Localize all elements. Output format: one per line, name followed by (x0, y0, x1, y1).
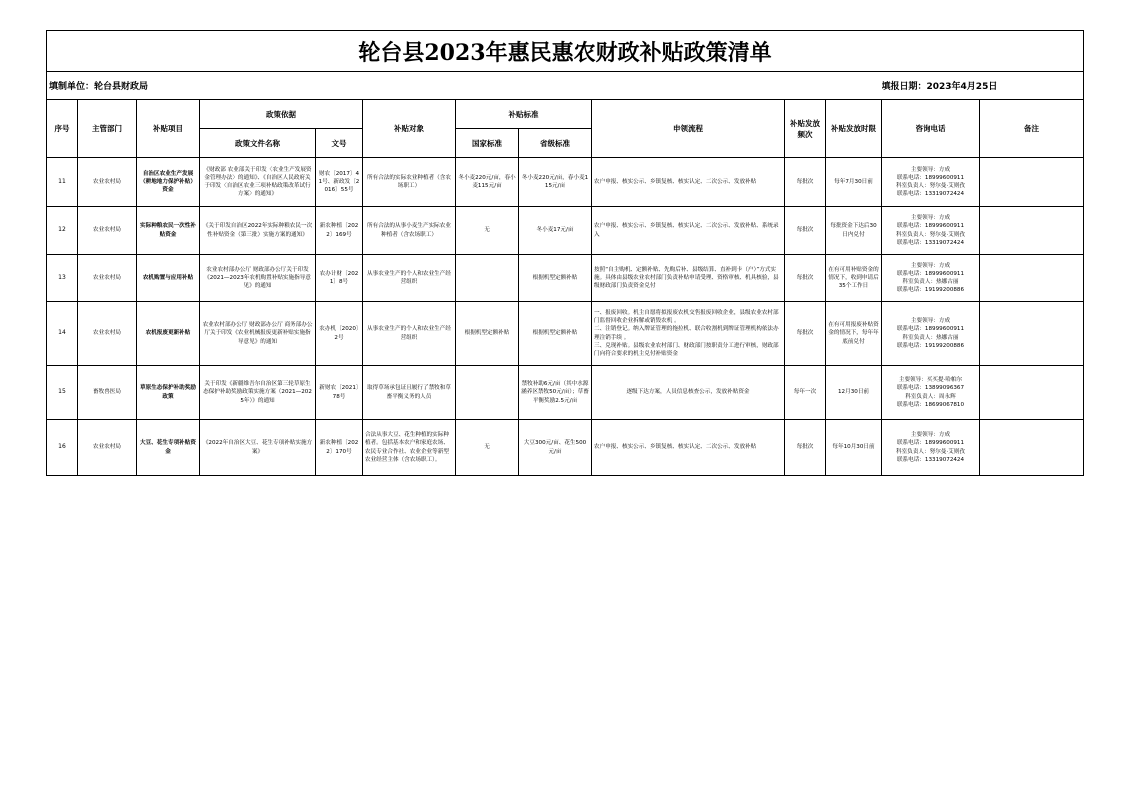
row-phone (882, 158, 980, 207)
phone-line: 科室负责人：努尔曼·艾则孜 (896, 448, 965, 455)
row-docnum: 农办机〔2020〕2号 (316, 302, 363, 366)
row-frequency: 每批次 (785, 255, 826, 302)
table-row (47, 366, 1084, 420)
row-std-provincial: 根据机型定额补贴 (519, 302, 592, 366)
row-process: 农户申报、核实公示、乡镇复核、核实认定、二次公示、发放补贴、系统录入 (592, 207, 785, 255)
row-std-provincial: 禁牧补助6元/亩（其中水源涵养区禁牧50元/亩）；草畜平衡奖励2.5元/亩 (519, 366, 592, 420)
row-note (980, 366, 1084, 420)
meta-spacer (456, 72, 882, 100)
phone-line: 科室负责人：周永辉 (905, 393, 956, 400)
row-std-provincial: 冬小麦220元/亩，春小麦115元/亩 (519, 158, 592, 207)
header-note: 备注 (980, 100, 1084, 158)
phone-line: 联系电话：13899096367 (896, 385, 965, 392)
row-docnum: 新农种植〔2022〕169号 (316, 207, 363, 255)
row-frequency: 每批次 (785, 420, 826, 476)
row-phone (882, 420, 980, 476)
row-note (980, 302, 1084, 366)
row-note (980, 420, 1084, 476)
process-step: 三、兑现补贴。县级农业农村部门、财政部门按职责分工进行审核，财政部门向符合要求的机主兑付补贴资金 (594, 342, 779, 357)
phone-line: 科室负责人：热娜古丽 (902, 279, 959, 285)
phone-line: 科室负责人：努尔曼·艾则孜 (896, 231, 965, 238)
row-process: 按照“自主购机、定额补贴、先购后补、县级结算、直补到卡（户）”方式实施。具体由县级农业农村部门负责补贴申请受理、资格审核、机具核验，县级财政部门负责资金兑付 (592, 255, 785, 302)
process-step: 一、报废回收。机主自愿将拟报废农机交售报废回收企业，县级农业农村部门监督回收企业拆解或销毁农机 。 (594, 310, 779, 325)
row-std-national: 冬小麦220元/亩，春小麦115元/亩 (456, 158, 519, 207)
phone-line: 主要领导：方成 (910, 432, 951, 439)
row-time: 每年7月30日前 (826, 158, 882, 207)
table-row (47, 255, 1084, 302)
row-time: 每年10月30日前 (826, 420, 882, 476)
row-doc: 农业农村部办公厅 财政部办公厅关于印发《2021—2023年农机购置补贴实施指导意见》的通知 (200, 255, 316, 302)
row-docnum: 财农〔2017〕41号、新政发〔2016〕55号 (316, 158, 363, 207)
row-frequency: 每批次 (785, 302, 826, 366)
policy-table (46, 30, 1084, 476)
phone-line: 联系电话：18999600911 (896, 326, 965, 333)
row-process: 逐级下达方案，人员信息核查公示，发放补贴资金 (592, 366, 785, 420)
row-std-national (456, 366, 519, 420)
row-time: 每批资金下达后30日内兑付 (826, 207, 882, 255)
row-frequency: 每批次 (785, 207, 826, 255)
table-row (47, 302, 1084, 366)
row-time: 在有可用报废补贴资金的情况下，每年年底前兑付 (826, 302, 882, 366)
header-dept: 主管部门 (78, 100, 137, 158)
row-dept: 农业农村局 (78, 158, 137, 207)
row-item: 实际种粮农民一次性补贴资金 (137, 207, 200, 255)
phone-line: 联系电话：18999600911 (896, 440, 965, 447)
phone-line: 主要领导：方成 (910, 215, 951, 222)
row-std-national: 无 (456, 207, 519, 255)
header-process: 申领流程 (592, 100, 785, 158)
row-no: 16 (47, 420, 78, 476)
row-doc: 《财政部 农业部关于印发〈农业生产发展资金管理办法〉的通知》、《自治区人民政府关于印发〈自治区农业三项补贴政策改革试行方案〉的通知》 (200, 158, 316, 207)
row-phone (882, 302, 980, 366)
row-doc: 《2022年自治区大豆、花生专项补贴实施方案》 (200, 420, 316, 476)
row-no: 14 (47, 302, 78, 366)
phone-line: 联系电话：18999600911 (896, 270, 965, 277)
row-target: 从事农业生产的个人和农业生产经营组织 (363, 255, 456, 302)
row-item: 草原生态保护补助奖励政策 (137, 366, 200, 420)
header-no: 序号 (47, 100, 78, 158)
policy-sheet (46, 30, 1083, 476)
table-row (47, 158, 1084, 207)
header-target: 补贴对象 (363, 100, 456, 158)
row-item: 农机购置与应用补贴 (137, 255, 200, 302)
row-std-provincial: 大豆300元/亩、花生500元/亩 (519, 420, 592, 476)
row-no: 13 (47, 255, 78, 302)
row-process: 农户申报、核实公示、乡镇复核、核实认定、二次公示、发放补贴 (592, 158, 785, 207)
row-phone (882, 366, 980, 420)
header-item: 补贴项目 (137, 100, 200, 158)
row-docnum: 农办计财〔2021〕8号 (316, 255, 363, 302)
row-process (592, 302, 785, 366)
header-standard: 补贴标准 (456, 100, 592, 129)
row-doc: 关于印发《新疆维吾尔自治区第三轮草原生态保护补助奖励政策实施方案（2021—2025年）》的通知 (200, 366, 316, 420)
header-basis-doc: 政策文件名称 (200, 129, 316, 158)
row-no: 15 (47, 366, 78, 420)
phone-line: 联系电话：18699067810 (896, 401, 965, 408)
row-note (980, 158, 1084, 207)
row-frequency: 每年一次 (785, 366, 826, 420)
row-doc: 农业农村部办公厅 财政部办公厅 商务部办公厅关于印发《农业机械报废更新补贴实施指导意见》的通知 (200, 302, 316, 366)
table-row (47, 420, 1084, 476)
phone-line: 联系电话：18999600911 (896, 223, 965, 230)
row-target: 取得草场承包证且履行了禁牧和草畜平衡义务的人员 (363, 366, 456, 420)
phone-line: 主要领导：方成 (910, 262, 951, 269)
row-dept: 农业农村局 (78, 255, 137, 302)
phone-line: 联系电话：19199200886 (896, 287, 965, 294)
row-target: 合法从事大豆、花生种植的实际种植者。包括基本农户和家庭农场、农民专业合作社、农业企业等新型农业经营主体（含农场职工）。 (363, 420, 456, 476)
phone-line: 联系电话：13319072424 (896, 191, 965, 198)
row-std-national (456, 255, 519, 302)
phone-line: 主要领导：买买提·哈帕尔 (898, 377, 963, 384)
row-time: 在有可用补贴资金的情况下，收到申请后35个工作日 (826, 255, 882, 302)
row-dept: 农业农村局 (78, 420, 137, 476)
row-dept: 农业农村局 (78, 302, 137, 366)
header-frequency: 补贴发放频次 (785, 100, 826, 158)
table-row (47, 207, 1084, 255)
row-no: 11 (47, 158, 78, 207)
row-dept: 农业农村局 (78, 207, 137, 255)
row-std-national: 无 (456, 420, 519, 476)
row-docnum: 新农种植〔2022〕170号 (316, 420, 363, 476)
phone-line: 联系电话：13319072424 (896, 456, 965, 463)
row-phone (882, 207, 980, 255)
row-note (980, 255, 1084, 302)
row-process: 农户申报、核实公示、乡镇复核、核实认定、二次公示、发放补贴 (592, 420, 785, 476)
row-no: 12 (47, 207, 78, 255)
row-std-national: 根据机型定额补贴 (456, 302, 519, 366)
row-item: 大豆、花生专项补贴资金 (137, 420, 200, 476)
row-target: 从事农业生产的个人和农业生产经营组织 (363, 302, 456, 366)
fill-unit: 填制单位：轮台县财政局 (47, 72, 456, 100)
row-target: 所有合法的实际农业种植者（含农场职工） (363, 158, 456, 207)
page-title: 轮台县2023年惠民惠农财政补贴政策清单 (47, 31, 1084, 72)
process-step: 二、注销登记。纳入牌证管理的拖拉机、联合收割机到牌证管理机构依法办理注销手续 。 (594, 326, 779, 341)
phone-line: 科室负责人：努尔曼·艾则孜 (896, 183, 965, 189)
phone-line: 联系电话：18999600911 (896, 174, 965, 181)
phone-line: 联系电话：19199200886 (896, 342, 965, 349)
row-note (980, 207, 1084, 255)
phone-line: 科室负责人：热娜古丽 (902, 334, 959, 341)
row-doc: 《关于印发自治区2022年实际种粮农民一次性补贴资金（第三批）实施方案的通知》 (200, 207, 316, 255)
phone-line: 主要领导：方成 (910, 318, 951, 325)
header-std-national: 国家标准 (456, 129, 519, 158)
row-dept: 畜牧兽医局 (78, 366, 137, 420)
fill-date: 填报日期：2023年4月25日 (882, 72, 1084, 100)
row-docnum: 新财农〔2021〕78号 (316, 366, 363, 420)
row-frequency: 每批次 (785, 158, 826, 207)
header-time: 补贴发放时限 (826, 100, 882, 158)
row-phone (882, 255, 980, 302)
header-std-provincial: 省级标准 (519, 129, 592, 158)
row-std-provincial: 根据机型定额补贴 (519, 255, 592, 302)
row-target: 所有合法的从事小麦生产实际农业种植者（含农场职工） (363, 207, 456, 255)
phone-line: 主要领导：方成 (910, 166, 951, 173)
row-std-provincial: 冬小麦17元/亩 (519, 207, 592, 255)
row-item: 农机报废更新补贴 (137, 302, 200, 366)
phone-line: 联系电话：13319072424 (896, 239, 965, 246)
header-phone: 咨询电话 (882, 100, 980, 158)
row-item: 自治区农业生产发展（耕地地力保护补贴）资金 (137, 158, 200, 207)
header-basis-num: 文号 (316, 129, 363, 158)
header-basis: 政策依据 (200, 100, 363, 129)
row-time: 12月30日前 (826, 366, 882, 420)
